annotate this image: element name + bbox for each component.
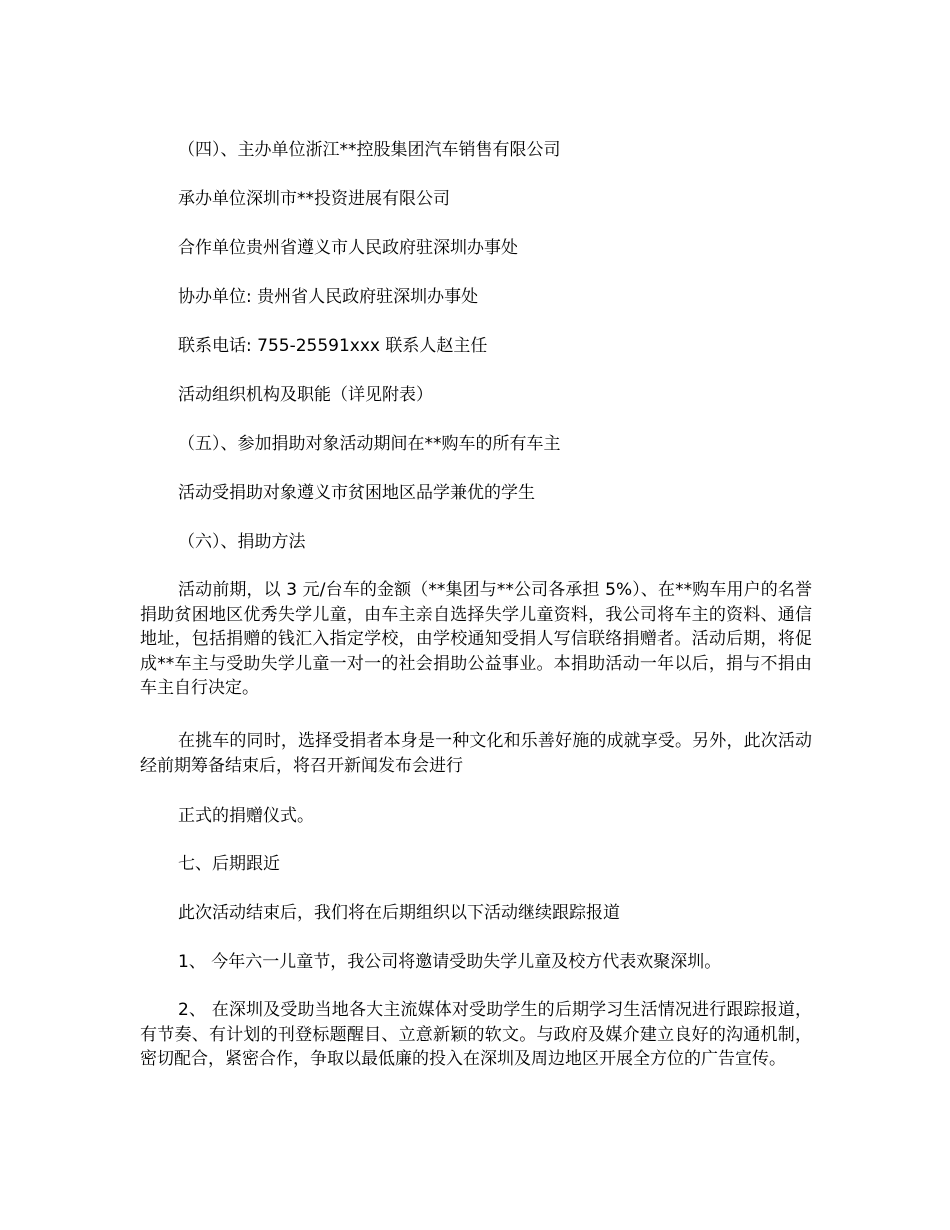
selection-paragraph: 在挑车的同时，选择受捐者本身是一种文化和乐善好施的成就享受。另外，此次活动经前期筹备结束后，将召开新闻发布会进行 bbox=[140, 731, 812, 776]
section-five-heading: （五）、参加捐助对象活动期间在**购车的所有车主 bbox=[178, 434, 561, 454]
partner-line: 合作单位贵州省遵义市人民政府驻深圳办事处 bbox=[178, 238, 518, 258]
followup-item-2: 2、 在深圳及受助当地各大主流媒体对受助学生的后期学习生活情况进行跟踪报道，有节奏、有计划的刊登标题醒目、立意新颖的软文。与政府及媒介建立良好的沟通机制，密切配合，紧密合作，争取以最低廉的投入在深圳及周边地区开展全方位的广告宣传。 bbox=[140, 1000, 812, 1069]
organization-line: 活动组织机构及职能（详见附表） bbox=[178, 385, 433, 405]
co-organizer-line: 协办单位: 贵州省人民政府驻深圳办事处 bbox=[178, 287, 479, 307]
beneficiaries-line: 活动受捐助对象遵义市贫困地区品学兼优的学生 bbox=[178, 483, 535, 503]
ceremony-line: 正式的捐赠仪式。 bbox=[178, 806, 314, 826]
followup-item-1: 1、 今年六一儿童节，我公司将邀请受助失学儿童及校方代表欢聚深圳。 bbox=[178, 952, 722, 972]
followup-intro-line: 此次活动结束后，我们将在后期组织以下活动继续跟踪报道 bbox=[178, 903, 620, 923]
undertaker-line: 承办单位深圳市**投资进展有限公司 bbox=[178, 189, 450, 209]
contact-line: 联系电话: 755-25591xxx 联系人赵主任 bbox=[178, 336, 488, 356]
section-six-heading: （六）、捐助方法 bbox=[178, 532, 306, 552]
method-paragraph: 活动前期，以 3 元/台车的金额（**集团与**公司各承担 5%）、在**购车用户的名誉捐助贫困地区优秀失学儿童，由车主亲自选择失学儿童资料，我公司将车主的资料、通信地址，包括捐赠的钱汇入指定学校，由学校通知受捐人写信联络捐赠者。活动后期，将促成**车主与受助失学儿童一对一的社会捐助公益事业。本捐助活动一年以后，捐与不捐由车主自行决定。 bbox=[140, 580, 812, 698]
section-four-heading: （四）、主办单位浙江**控股集团汽车销售有限公司 bbox=[178, 140, 561, 160]
section-seven-heading: 七、后期跟近 bbox=[178, 854, 280, 874]
